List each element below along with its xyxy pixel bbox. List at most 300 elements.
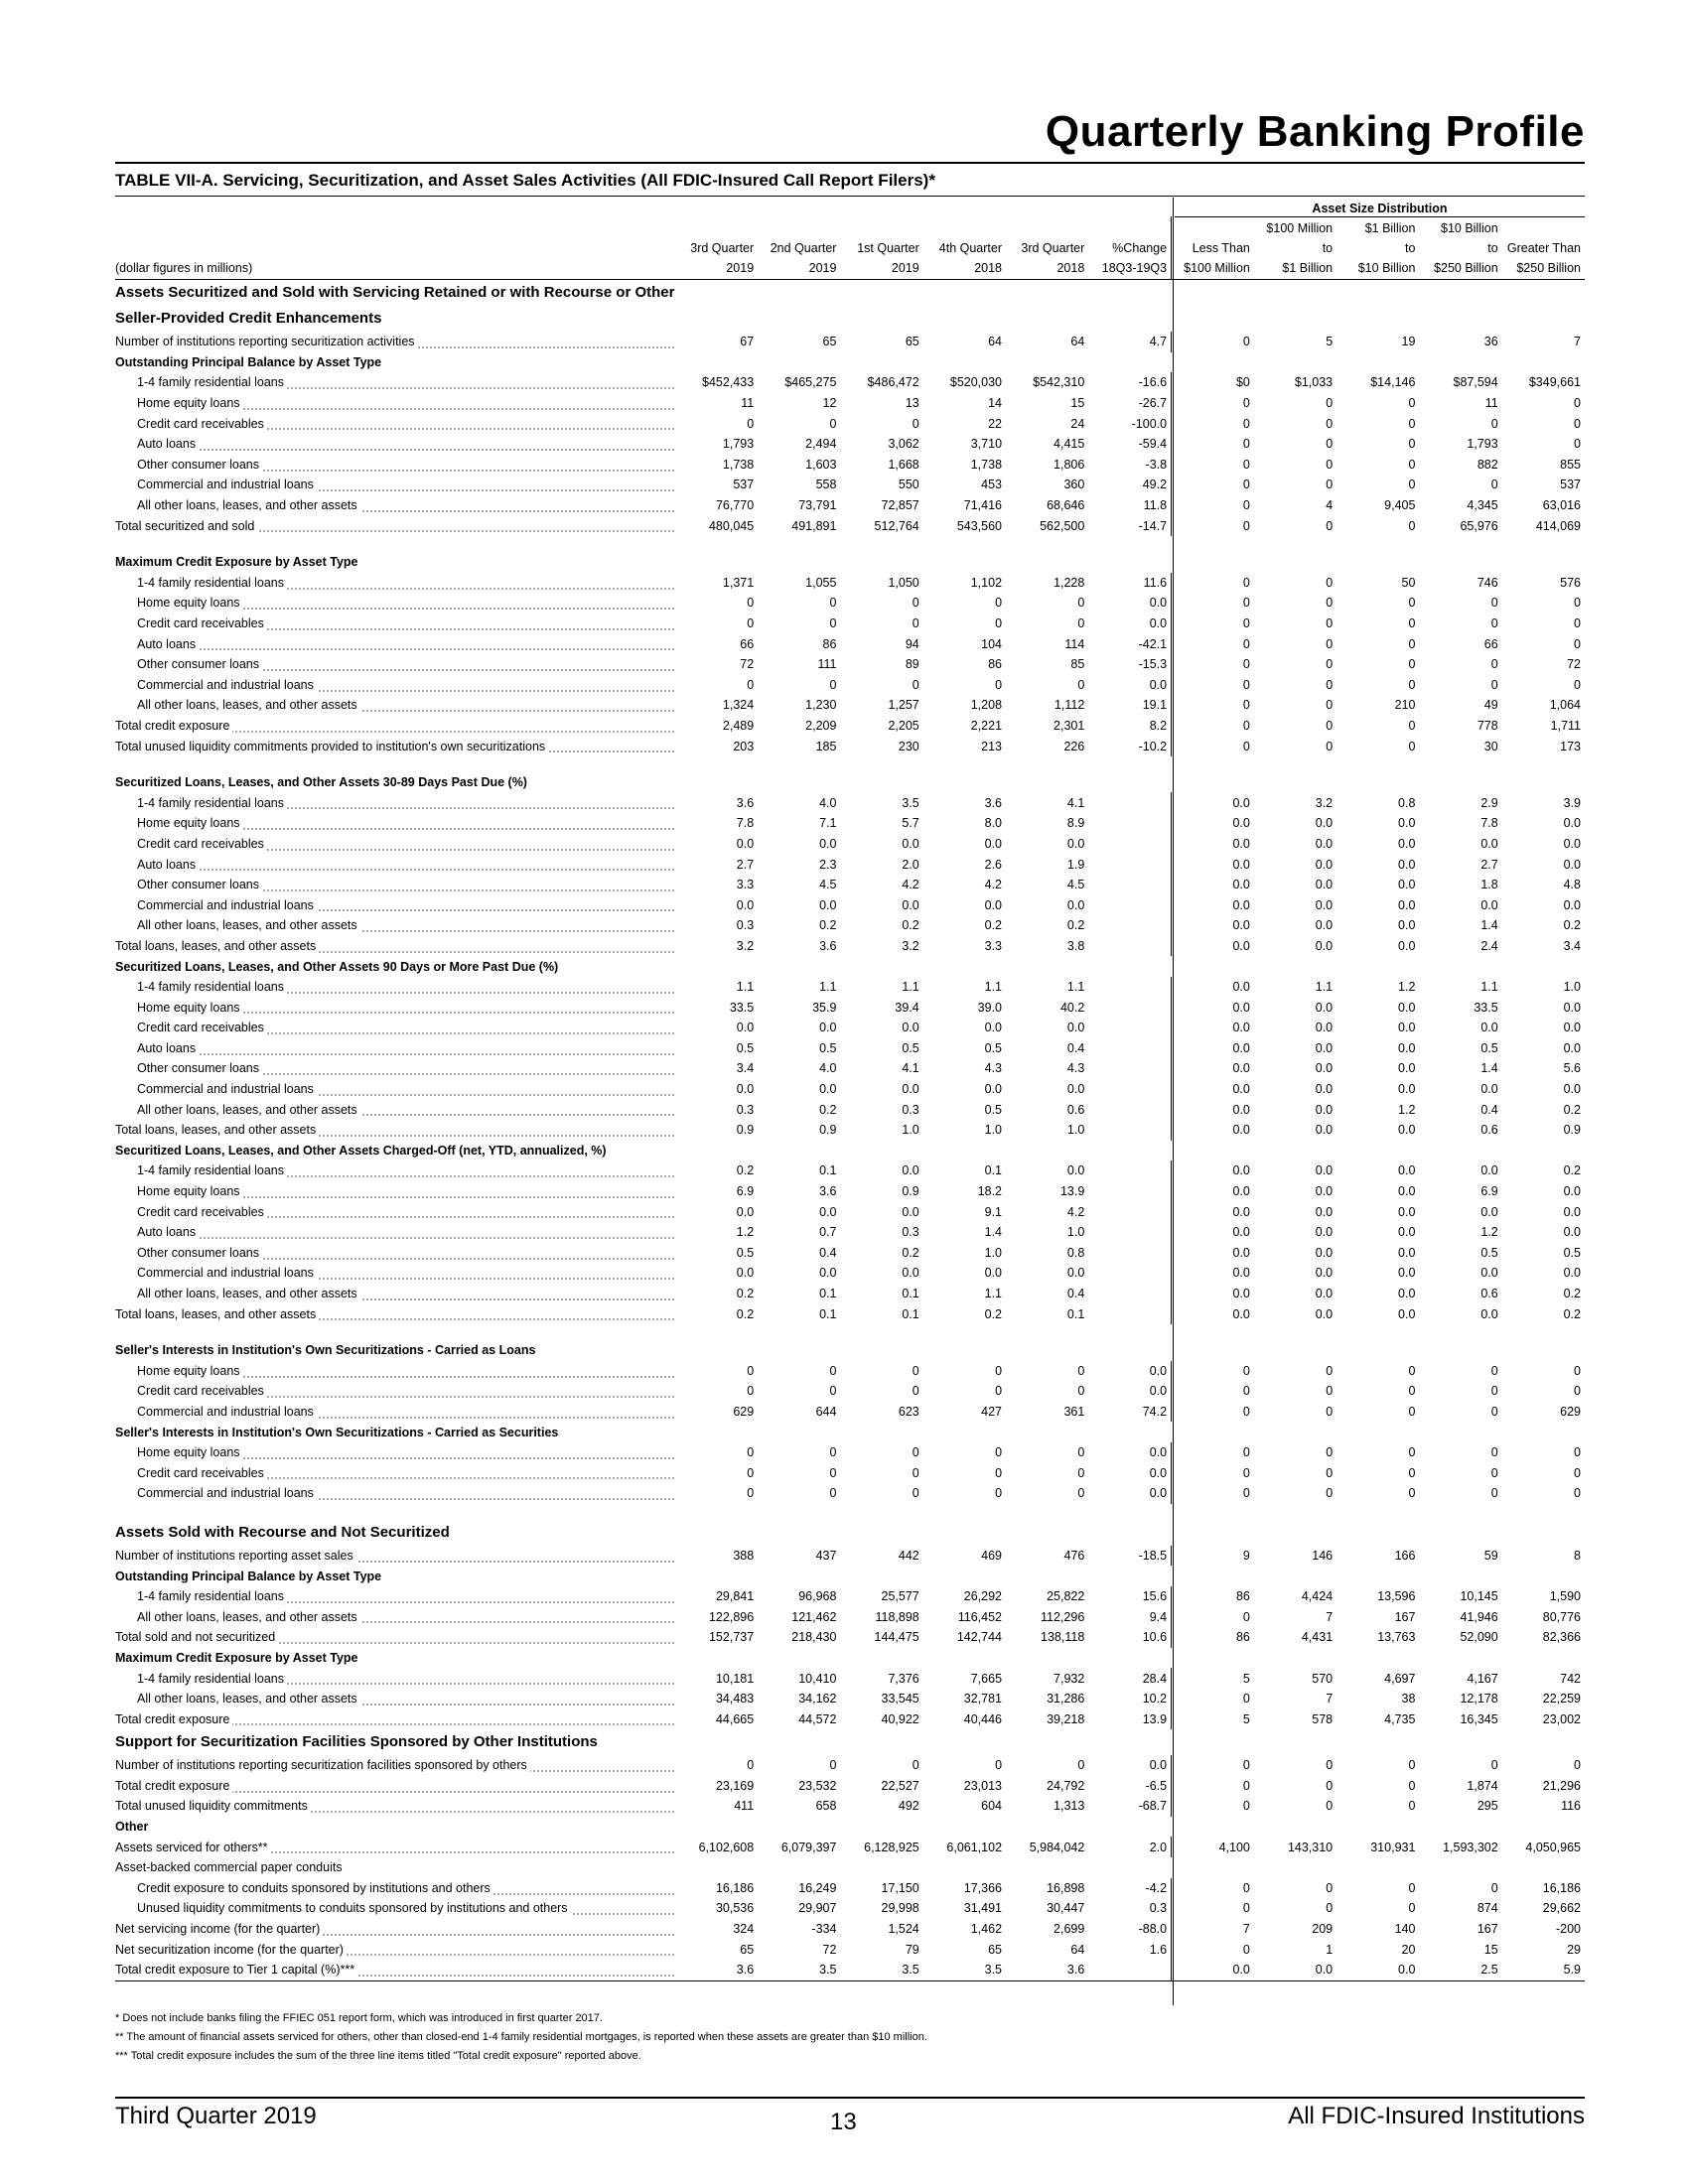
cell-value: 1.0 [1066, 1123, 1085, 1138]
cell-value: 562,500 [1040, 518, 1085, 533]
cell-value: 0.0 [736, 1266, 755, 1281]
cell-value: 388 [733, 1548, 755, 1563]
cell-value: 94 [905, 636, 919, 651]
cell-value: 7 [1326, 1692, 1334, 1706]
cell-value: 0.0 [1088, 1483, 1171, 1504]
cell-value: 0 [1574, 1465, 1581, 1480]
cell-value [1088, 915, 1171, 936]
cell-value: 30,536 [715, 1901, 755, 1916]
cell-value: 0 [995, 1758, 1003, 1773]
cell-value: 86 [1235, 1589, 1250, 1604]
row-label [115, 1878, 675, 1899]
cell-value: 3.2 [902, 938, 919, 953]
row-label [115, 1462, 675, 1483]
cell-value: 2,209 [805, 718, 837, 733]
subheading: Outstanding Principal Balance by Asset Type [115, 354, 382, 369]
cell-value: 0 [1574, 616, 1581, 631]
cell-value: 0.5 [1480, 1245, 1498, 1260]
cell-value: 16,898 [1047, 1880, 1085, 1895]
row-label-text: Total sold and not securitized [115, 1630, 278, 1644]
table-row [115, 894, 1585, 915]
cell-value: 0.0 [819, 897, 837, 912]
cell-value: 0 [1242, 518, 1250, 533]
cell-value: 65 [905, 335, 919, 349]
cell-value: 0 [829, 677, 837, 692]
cell-value: -100.0 [1088, 413, 1171, 434]
cell-value [1088, 1018, 1171, 1038]
cell-value [1088, 997, 1171, 1018]
row-label [115, 332, 675, 352]
cell-value: 6,061,102 [946, 1840, 1003, 1854]
cell-value: 2.7 [736, 857, 755, 872]
row-label-text: Auto loans [115, 1225, 199, 1239]
row-label-text: Commercial and industrial loans [115, 1266, 317, 1280]
cell-value: 0 [1326, 657, 1334, 672]
row-label-text: Total loans, leases, and other assets [115, 939, 319, 953]
cell-value: 80,776 [1542, 1609, 1581, 1624]
cell-value [1088, 936, 1171, 957]
table-row [115, 1201, 1585, 1222]
cell-value: 0 [1490, 596, 1498, 611]
cell-value: 72,857 [881, 498, 919, 513]
title-rule [115, 196, 1585, 197]
cell-value: 41,946 [1460, 1609, 1498, 1624]
cell-value: 9,405 [1384, 498, 1416, 513]
cell-value: 35.9 [812, 1000, 837, 1015]
row-label-text: Total credit exposure to Tier 1 capital (%)*** [115, 1963, 357, 1977]
table-row [115, 1160, 1585, 1181]
cell-value: 0.5 [1480, 1040, 1498, 1055]
cell-value: 0.0 [1563, 1204, 1581, 1219]
cell-value: 2.6 [984, 857, 1003, 872]
cell-value: 20 [1401, 1942, 1416, 1957]
cell-value: 40,446 [963, 1711, 1003, 1726]
footnotes [115, 2009, 927, 2066]
row-label [115, 495, 675, 516]
cell-value: 0 [747, 1363, 755, 1378]
cell-value: 65,976 [1460, 518, 1498, 533]
row-label [115, 1402, 675, 1423]
cell-value: 0.0 [1398, 1040, 1416, 1055]
cell-value: 3.5 [923, 1960, 1006, 1980]
row-label [115, 1898, 675, 1919]
cell-value: 1.9 [1066, 857, 1085, 872]
column-header: $1 Billion [1254, 256, 1336, 280]
cell-value [1088, 1038, 1171, 1059]
row-label-text: Total securitized and sold [115, 519, 257, 533]
cell-value [1088, 854, 1171, 875]
cell-value: 167 [1394, 1609, 1416, 1624]
cell-value: 1,324 [722, 698, 755, 713]
cell-value: 0.0 [1088, 1381, 1171, 1402]
cell-value: 0 [1574, 437, 1581, 452]
cell-value: 13,763 [1377, 1630, 1416, 1645]
cell-value: 31,286 [1047, 1692, 1085, 1706]
cell-value: 3.9 [1563, 795, 1581, 810]
cell-value: 0 [912, 1363, 919, 1378]
table-row [115, 475, 1585, 495]
subheading-row [115, 1422, 1585, 1442]
row-label [115, 1668, 675, 1689]
cell-value: 0 [1408, 596, 1416, 611]
cell-value: 1.2 [1398, 1102, 1416, 1117]
column-header [675, 216, 758, 236]
cell-value: 39,218 [1047, 1711, 1085, 1726]
cell-value [1088, 1160, 1171, 1181]
cell-value: 1.1 [984, 1287, 1003, 1301]
table-row [115, 1755, 1585, 1776]
row-label [115, 792, 675, 813]
cell-value: 0.0 [1480, 1306, 1498, 1321]
cell-value: 0.0 [1315, 1082, 1334, 1097]
cell-value: 0.0 [1232, 836, 1250, 851]
cell-value: 0 [1490, 1384, 1498, 1399]
cell-value: 0 [1574, 396, 1581, 411]
cell-value: 0.0 [1315, 1061, 1334, 1076]
cell-value: 1,738 [970, 457, 1003, 472]
cell-value: 0.0 [819, 836, 837, 851]
subheading-row [115, 1857, 1585, 1878]
cell-value: 0 [1408, 416, 1416, 431]
cell-value: 0 [1490, 478, 1498, 492]
cell-value: 0 [1242, 478, 1250, 492]
table-row [115, 915, 1585, 936]
section-heading: Assets Securitized and Sold with Servicing Retained or with Recourse or Other [115, 284, 675, 301]
row-label [115, 1381, 675, 1402]
subheading-row [115, 956, 1585, 977]
cell-value: 0.0 [819, 1204, 837, 1219]
cell-value: 0 [1408, 739, 1416, 753]
row-label [115, 915, 675, 936]
row-label [115, 593, 675, 614]
cell-value: 2,301 [1054, 718, 1085, 733]
cell-value: 0 [1326, 698, 1334, 713]
table-row [115, 1381, 1585, 1402]
row-label-text: All other loans, leases, and other assets [115, 1287, 360, 1300]
row-label-text: Credit card receivables [115, 1021, 267, 1034]
table-row [115, 1898, 1585, 1919]
cell-value: 0.0 [1232, 1225, 1250, 1240]
cell-value: 1,064 [1549, 698, 1581, 713]
cell-value: 52,090 [1460, 1630, 1498, 1645]
cell-value: 112,296 [1041, 1609, 1085, 1624]
cell-value: 0 [1242, 1465, 1250, 1480]
cell-value: 0 [1242, 1486, 1250, 1501]
cell-value: 40,922 [881, 1711, 919, 1726]
cell-value: 0.0 [736, 1021, 755, 1035]
cell-value: 0.0 [984, 836, 1003, 851]
cell-value: 0.8 [1398, 795, 1416, 810]
cell-value: 4.2 [902, 878, 919, 892]
cell-value: 226 [1063, 739, 1085, 753]
cell-value: 1,806 [1054, 457, 1085, 472]
table-row [115, 716, 1585, 737]
cell-value: 2.7 [1480, 857, 1498, 872]
cell-value: 0.0 [1480, 1082, 1498, 1097]
cell-value: 0.2 [1563, 1306, 1581, 1321]
row-label-text: Credit card receivables [115, 1205, 267, 1219]
cell-value: 13 [905, 396, 919, 411]
cell-value: 0 [1326, 739, 1334, 753]
cell-value: 0.0 [1315, 1102, 1334, 1117]
cell-value: -42.1 [1088, 633, 1171, 654]
cell-value: 0.1 [984, 1163, 1003, 1178]
cell-value: 746 [1477, 575, 1498, 590]
cell-value: 0.0 [1563, 1266, 1581, 1281]
cell-value: 0.0 [1232, 1163, 1250, 1178]
cell-value: 1.4 [984, 1225, 1003, 1240]
cell-value: 0 [1242, 718, 1250, 733]
cell-value: 74.2 [1088, 1402, 1171, 1423]
cell-value: 39.0 [977, 1000, 1003, 1015]
column-header: 2018 [923, 256, 1006, 280]
cell-value: 6,128,925 [864, 1840, 919, 1854]
table-row [115, 1462, 1585, 1483]
row-label [115, 1263, 675, 1284]
cell-value: 0 [995, 677, 1003, 692]
cell-value: 0.0 [984, 1266, 1003, 1281]
cell-value: 30 [1483, 739, 1498, 753]
cell-value: 3.6 [819, 1184, 837, 1199]
cell-value: 324 [733, 1922, 755, 1937]
table-body [115, 280, 1585, 1981]
cell-value: 40.2 [1059, 1000, 1085, 1015]
column-header [758, 216, 840, 236]
cell-value: 0 [1574, 1384, 1581, 1399]
table-row [115, 1708, 1585, 1729]
cell-value: 0 [1574, 1445, 1581, 1460]
cell-value: 2,699 [1054, 1922, 1085, 1937]
cell-value: 0 [829, 1445, 837, 1460]
table-row [115, 834, 1585, 855]
cell-value: 1.0 [1066, 1225, 1085, 1240]
cell-value: 0.0 [1315, 897, 1334, 912]
row-label-text: Other consumer loans [115, 878, 262, 891]
row-label [115, 1586, 675, 1607]
cell-value: 0.0 [1563, 1082, 1581, 1097]
table-row [115, 1668, 1585, 1689]
cell-value: 2.3 [819, 857, 837, 872]
cell-value: 0.0 [1398, 816, 1416, 831]
row-label-text: Total loans, leases, and other assets [115, 1123, 319, 1137]
cell-value: 3.4 [1563, 938, 1581, 953]
cell-value: 9.1 [984, 1204, 1003, 1219]
cell-value: $349,661 [1528, 375, 1581, 390]
row-label-text: 1-4 family residential loans [115, 1163, 287, 1177]
cell-value: 0.0 [1232, 1000, 1250, 1015]
cell-value: 68,646 [1047, 498, 1085, 513]
cell-value: 0 [1408, 478, 1416, 492]
cell-value: 0.5 [736, 1040, 755, 1055]
cell-value: 0 [1242, 498, 1250, 513]
column-header: 3rd Quarter [690, 241, 755, 255]
column-header: $1 Billion [1364, 221, 1416, 235]
cell-value: 0 [1242, 1880, 1250, 1895]
cell-value: 0 [1242, 657, 1250, 672]
cell-value: 8.9 [1066, 816, 1085, 831]
cell-value: 0 [1242, 396, 1250, 411]
cell-value: 34,483 [715, 1692, 755, 1706]
table-row [115, 813, 1585, 834]
cell-value: 66 [1483, 636, 1498, 651]
cell-value: 4.2 [984, 878, 1003, 892]
table-row [115, 1181, 1585, 1202]
cell-value: 72 [822, 1942, 837, 1957]
row-label [115, 1058, 675, 1079]
table-row [115, 792, 1585, 813]
cell-value: 0.5 [902, 1040, 919, 1055]
column-header: 1st Quarter [857, 241, 919, 255]
cell-value: 0.0 [1088, 1442, 1171, 1463]
cell-value [1088, 1099, 1171, 1120]
row-label [115, 1708, 675, 1729]
cell-value: 1.1 [1066, 980, 1085, 995]
cell-value: 0.0 [1563, 1040, 1581, 1055]
row-label [115, 614, 675, 634]
cell-value: 0.0 [1232, 1245, 1250, 1260]
cell-value: 0 [747, 1445, 755, 1460]
cell-value: 0 [1326, 518, 1334, 533]
cell-value: 0 [1077, 1465, 1085, 1480]
cell-value: 0.1 [819, 1287, 837, 1301]
row-label [115, 894, 675, 915]
cell-value: 64 [988, 335, 1003, 349]
row-label-text: Total credit exposure [115, 719, 232, 733]
cell-value: 442 [898, 1548, 919, 1563]
cell-value: 0.5 [1563, 1245, 1581, 1260]
cell-value: 543,560 [956, 518, 1003, 533]
table-row [115, 1586, 1585, 1607]
cell-value: -3.8 [1088, 455, 1171, 476]
cell-value: 1.8 [1480, 878, 1498, 892]
cell-value: 0 [912, 677, 919, 692]
table-row [115, 1263, 1585, 1284]
cell-value: 5,984,042 [1029, 1840, 1085, 1854]
cell-value: 0 [1242, 416, 1250, 431]
cell-value: 4,050,965 [1525, 1840, 1581, 1854]
cell-value [1088, 1284, 1171, 1304]
column-header: $10 Billion [1441, 221, 1498, 235]
cell-value: 0.5 [984, 1040, 1003, 1055]
cell-value: 21,296 [1542, 1778, 1581, 1793]
cell-value: 0.0 [1398, 1000, 1416, 1015]
column-header [1088, 216, 1171, 236]
cell-value: 82,366 [1542, 1630, 1581, 1645]
cell-value: 0.0 [1398, 857, 1416, 872]
cell-value: 1,711 [1550, 718, 1581, 733]
cell-value: 0 [1242, 1384, 1250, 1399]
cell-value: 13,596 [1377, 1589, 1416, 1604]
table-row [115, 936, 1585, 957]
row-label [115, 515, 675, 536]
table-row [115, 1402, 1585, 1423]
cell-value: 0 [1242, 677, 1250, 692]
table-row [115, 1483, 1585, 1504]
cell-value: 28.4 [1088, 1668, 1171, 1689]
cell-value: 0 [1490, 1758, 1498, 1773]
row-label [115, 1919, 675, 1940]
column-header [840, 216, 922, 236]
subheading-row [115, 1141, 1585, 1161]
cell-value: 576 [1560, 575, 1581, 590]
cell-value: 0.7 [819, 1225, 837, 1240]
cell-value: 1,462 [970, 1922, 1003, 1937]
cell-value: 0 [1326, 478, 1334, 492]
cell-value: 0 [1408, 1880, 1416, 1895]
cell-value: 2,489 [722, 718, 755, 733]
cell-value: 0.2 [1563, 1102, 1581, 1117]
section-heading-row [115, 1520, 1585, 1546]
cell-value: 3.2 [1315, 795, 1334, 810]
cell-value: 4.3 [1066, 1061, 1085, 1076]
cell-value: 24,792 [1047, 1778, 1085, 1793]
cell-value: 0.0 [1398, 938, 1416, 953]
cell-value: 72 [1567, 657, 1581, 672]
cell-value: 7,665 [970, 1671, 1003, 1686]
cell-value: 0.2 [984, 918, 1003, 933]
cell-value: 0.0 [984, 1082, 1003, 1097]
cell-value: 146 [1312, 1548, 1334, 1563]
cell-value: 118,898 [875, 1609, 919, 1624]
cell-value: 0 [747, 1465, 755, 1480]
cell-value: 0 [1408, 718, 1416, 733]
cell-value: 4,345 [1467, 498, 1498, 513]
cell-value: 1.4 [1480, 918, 1498, 933]
table-title: TABLE VII-A. Servicing, Securitization, and Asset Sales Activities (All FDIC-Insured Call Report Filers)* [115, 171, 935, 190]
cell-value: 550 [898, 478, 919, 492]
cell-value: 0 [1326, 677, 1334, 692]
cell-value: 79 [905, 1942, 919, 1957]
row-label-text: Net servicing income (for the quarter) [115, 1922, 323, 1936]
cell-value: 0 [1326, 1901, 1334, 1916]
cell-value: 0 [912, 1384, 919, 1399]
cell-value: 0.0 [1254, 1960, 1336, 1980]
cell-value: 0 [1408, 1384, 1416, 1399]
cell-value: 0 [1408, 1901, 1416, 1916]
cell-value: 0 [912, 616, 919, 631]
cell-value: 85 [1070, 657, 1085, 672]
cell-value: 73,791 [798, 498, 837, 513]
table-row [115, 1796, 1585, 1817]
cell-value: 31,491 [963, 1901, 1003, 1916]
cell-value: 0.0 [1315, 1000, 1334, 1015]
cell-value [1088, 894, 1171, 915]
cell-value: 0.0 [1398, 1021, 1416, 1035]
cell-value: -15.3 [1088, 654, 1171, 675]
cell-value: 0 [1242, 437, 1250, 452]
row-label [115, 1181, 675, 1202]
cell-value: 2.4 [1480, 938, 1498, 953]
cell-value: 5.9 [1502, 1960, 1585, 1980]
row-label [115, 716, 675, 737]
cell-value: 86 [988, 657, 1003, 672]
cell-value: 0 [1408, 616, 1416, 631]
cell-value [1088, 977, 1171, 998]
cell-value: 1.1 [902, 980, 919, 995]
cell-value: 167 [1477, 1922, 1498, 1937]
cell-value: 49.2 [1088, 475, 1171, 495]
cell-value: 0.0 [1088, 1462, 1171, 1483]
cell-value: 8.0 [984, 816, 1003, 831]
cell-value: 8 [1574, 1548, 1581, 1563]
table-row [115, 1837, 1585, 1857]
cell-value: 3.3 [984, 938, 1003, 953]
cell-value: 8.2 [1088, 716, 1171, 737]
cell-value: 570 [1312, 1671, 1334, 1686]
cell-value: 0 [1408, 1363, 1416, 1378]
cell-value: 1.0 [1563, 980, 1581, 995]
cell-value: 7.8 [736, 816, 755, 831]
